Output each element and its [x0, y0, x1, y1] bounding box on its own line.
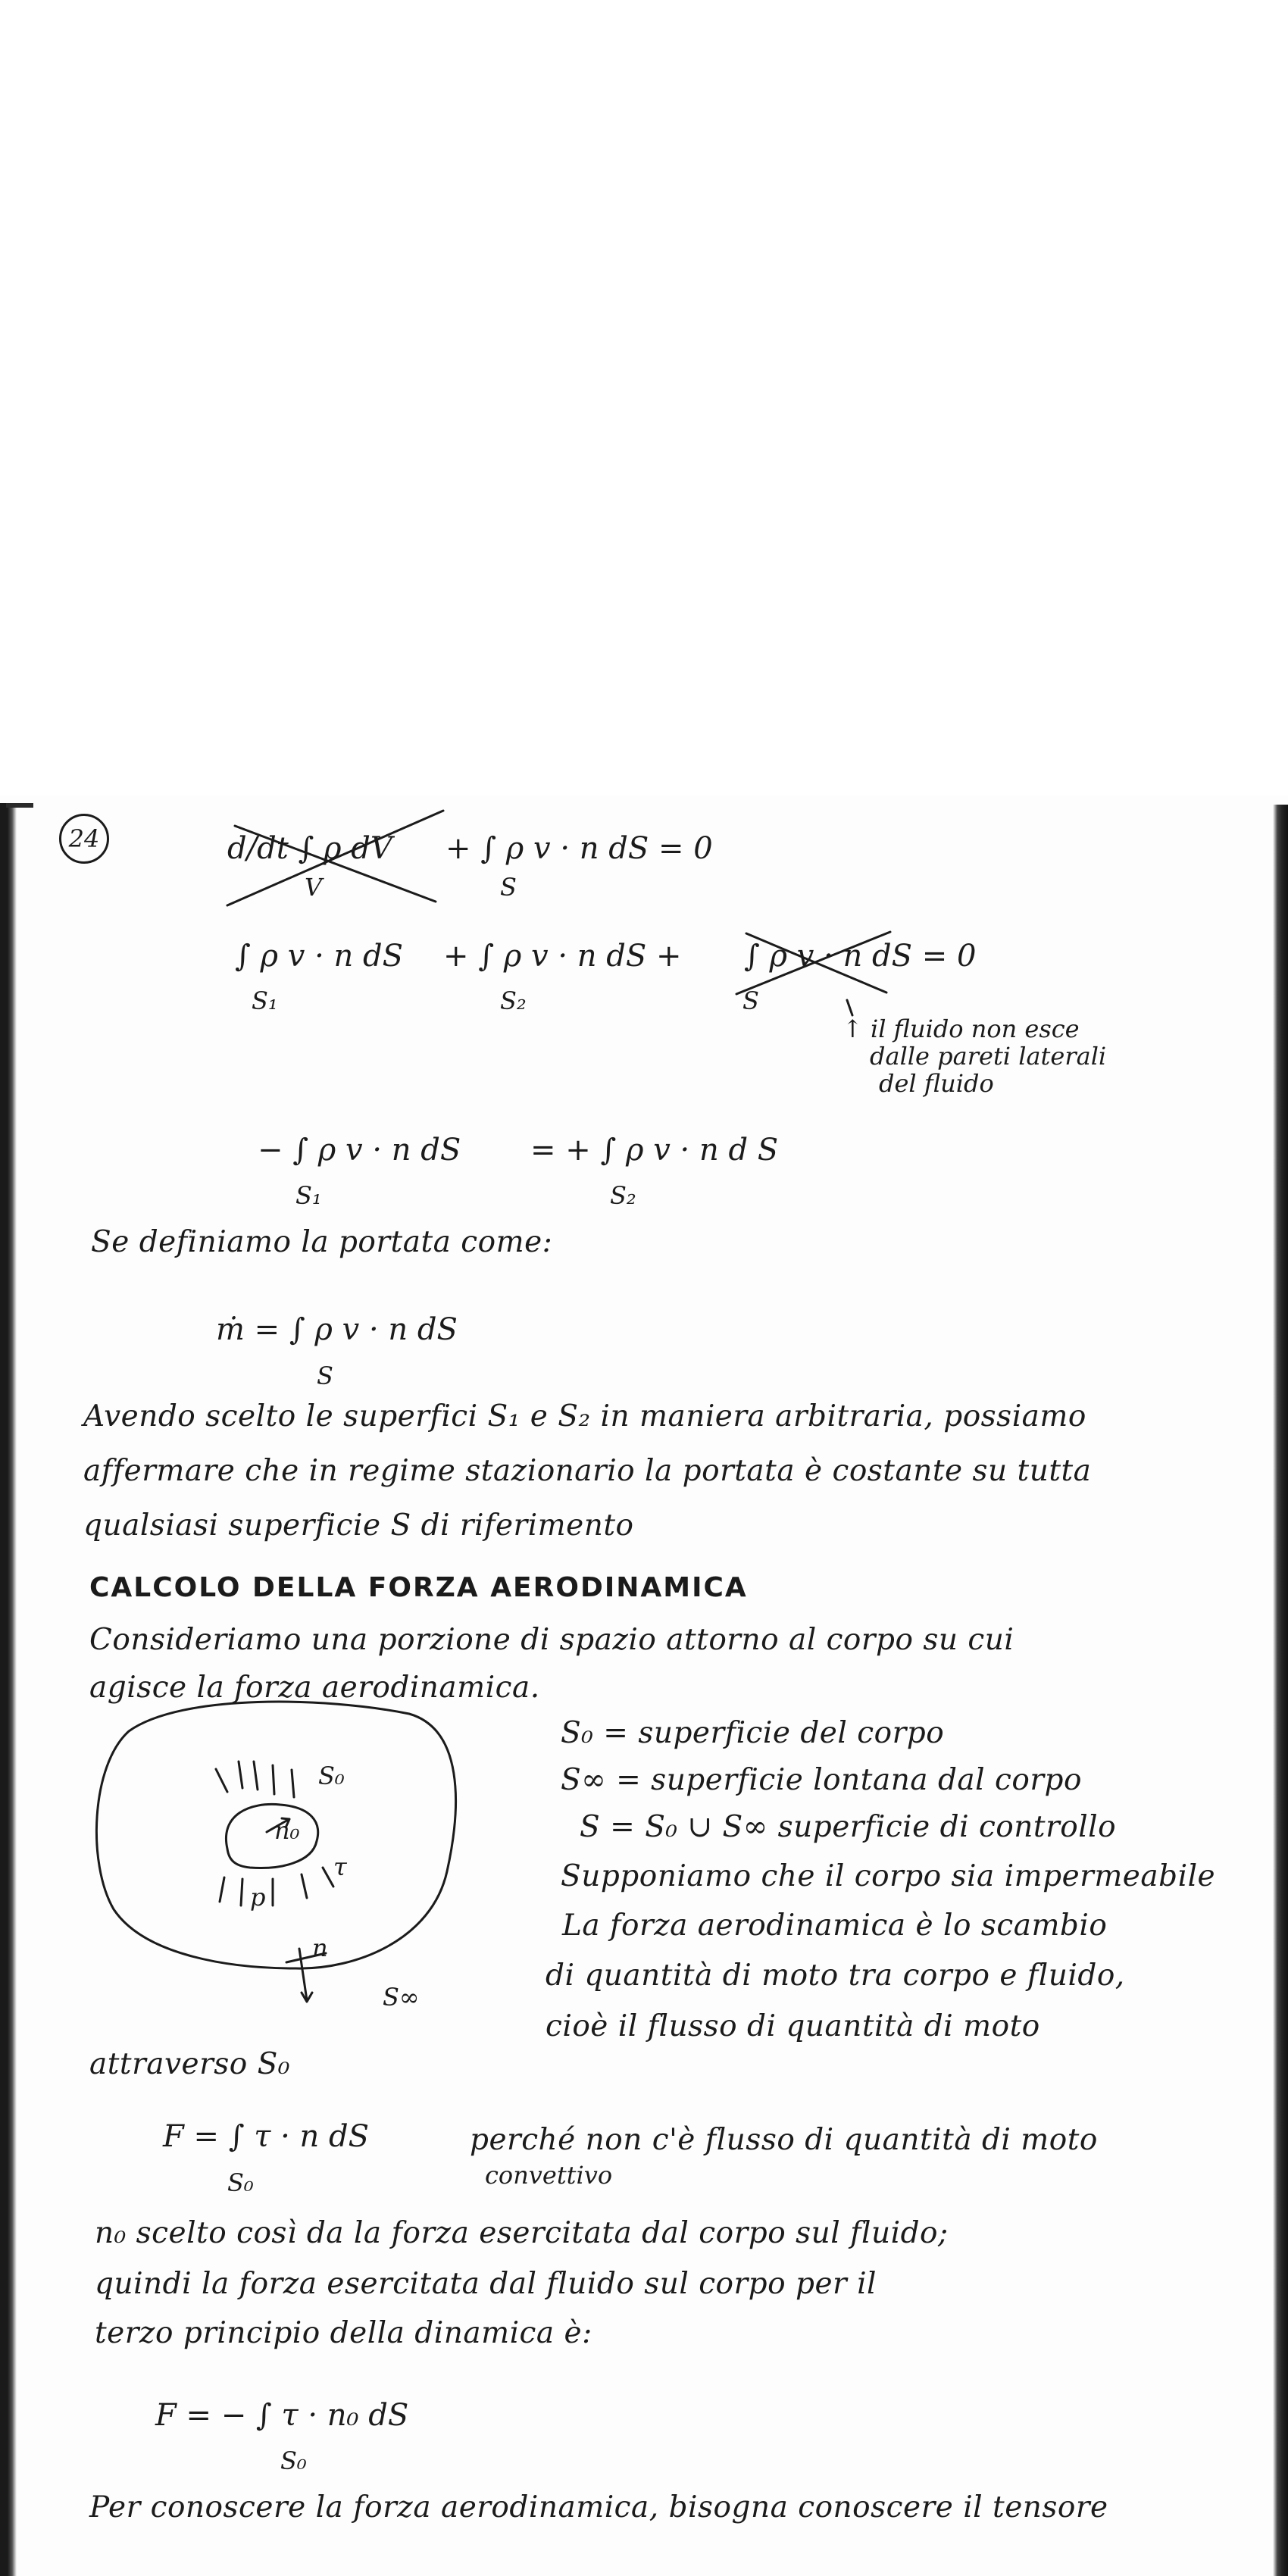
- equation-2-sub-3: S: [742, 986, 759, 1015]
- equation-1-left: d/dt ∫ ρ dV: [227, 831, 392, 866]
- text-n0-choice-1: n₀ scelto così da la forza esercitata dal corpo sul fluido;: [95, 2216, 949, 2250]
- text-no-convective-flux-1: perché non c'è flusso di quantità di moto: [470, 2123, 1098, 2157]
- equation-3-sub-1: S₁: [295, 1181, 322, 1210]
- equation-3-right: = + ∫ ρ v · n d S: [530, 1133, 779, 1168]
- diagram-label-sinf: S∞: [383, 1983, 420, 2012]
- equation-3-left: − ∫ ρ v · n dS: [258, 1133, 461, 1168]
- text-no-convective-flux-2: convettivo: [485, 2161, 613, 2190]
- section-heading: CALCOLO DELLA FORZA AERODINAMICA: [89, 1572, 748, 1603]
- text-arbitrary-surfaces-2: affermare che in regime stazionario la portata è costante su tutta: [83, 1454, 1092, 1488]
- equation-6: F = − ∫ τ · n₀ dS: [155, 2398, 409, 2433]
- diagram-label-p: p: [250, 1883, 266, 1912]
- equation-4: ṁ = ∫ ρ v · n dS: [216, 1312, 458, 1347]
- equation-2-b: + ∫ ρ v · n dS +: [443, 939, 682, 974]
- equation-5: F = ∫ τ · n dS: [163, 2119, 370, 2154]
- diagram-label-s0: S₀: [318, 1762, 345, 1790]
- equation-2-c: ∫ ρ v · n dS = 0: [744, 939, 977, 974]
- text-impermeable: Supponiamo che il corpo sia impermeabile: [561, 1859, 1216, 1893]
- equation-2-a: ∫ ρ v · n dS: [235, 939, 404, 974]
- equation-2-sub-1: S₁: [252, 986, 278, 1015]
- text-need-tensor: Per conoscere la forza aerodinamica, bisogna conoscere il tensore: [89, 2490, 1108, 2524]
- annotation-line-2: dalle pareti laterali: [870, 1042, 1107, 1071]
- text-define-flow-rate: Se definiamo la portata come:: [91, 1225, 553, 1259]
- annotation-line-1: ↑ il fluido non esce: [843, 1014, 1080, 1043]
- text-n0-choice-2: quindi la forza esercitata dal fluido sul corpo per il: [95, 2267, 877, 2301]
- text-momentum-body-fluid: di quantità di moto tra corpo e fluido,: [546, 1959, 1125, 1993]
- text-n0-choice-3: terzo principio della dinamica è:: [95, 2316, 592, 2350]
- equation-1-right: + ∫ ρ v · n dS = 0: [445, 831, 713, 866]
- text-through-s0: attraverso S₀: [89, 2047, 290, 2081]
- diagram-label-n0: n₀: [274, 1816, 300, 1845]
- equation-4-sub: S: [317, 1361, 333, 1390]
- diagram-label-n: n: [312, 1934, 328, 1962]
- equation-1-sub-v: V: [305, 873, 323, 902]
- equation-1-sub-s: S: [500, 873, 517, 902]
- text-def-s: S = S₀ ∪ S∞ superficie di controllo: [580, 1810, 1117, 1844]
- equation-6-sub: S₀: [280, 2446, 307, 2475]
- equation-2-sub-2: S₂: [500, 986, 527, 1015]
- text-force-exchange: La forza aerodinamica è lo scambio: [562, 1909, 1108, 1943]
- text-def-s0: S₀ = superficie del corpo: [561, 1716, 945, 1750]
- text-arbitrary-surfaces-3: qualsiasi superficie S di riferimento: [83, 1508, 634, 1543]
- text-def-sinf: S∞ = superficie lontana dal corpo: [561, 1763, 1082, 1797]
- text-momentum-flux: cioè il flusso di quantità di moto: [546, 2009, 1040, 2043]
- text-consider-space-1: Consideriamo una porzione di spazio attorno al corpo su cui: [89, 1623, 1014, 1657]
- equation-3-sub-2: S₂: [610, 1181, 636, 1210]
- equation-5-sub: S₀: [227, 2168, 254, 2197]
- text-consider-space-2: agisce la forza aerodinamica.: [89, 1671, 540, 1705]
- text-arbitrary-surfaces-1: Avendo scelto le superfici S₁ e S₂ in maniera arbitraria, possiamo: [83, 1399, 1086, 1433]
- annotation-line-3: del fluido: [879, 1069, 994, 1098]
- diagram-label-tau: τ: [333, 1852, 347, 1881]
- page-number: 24: [59, 814, 109, 864]
